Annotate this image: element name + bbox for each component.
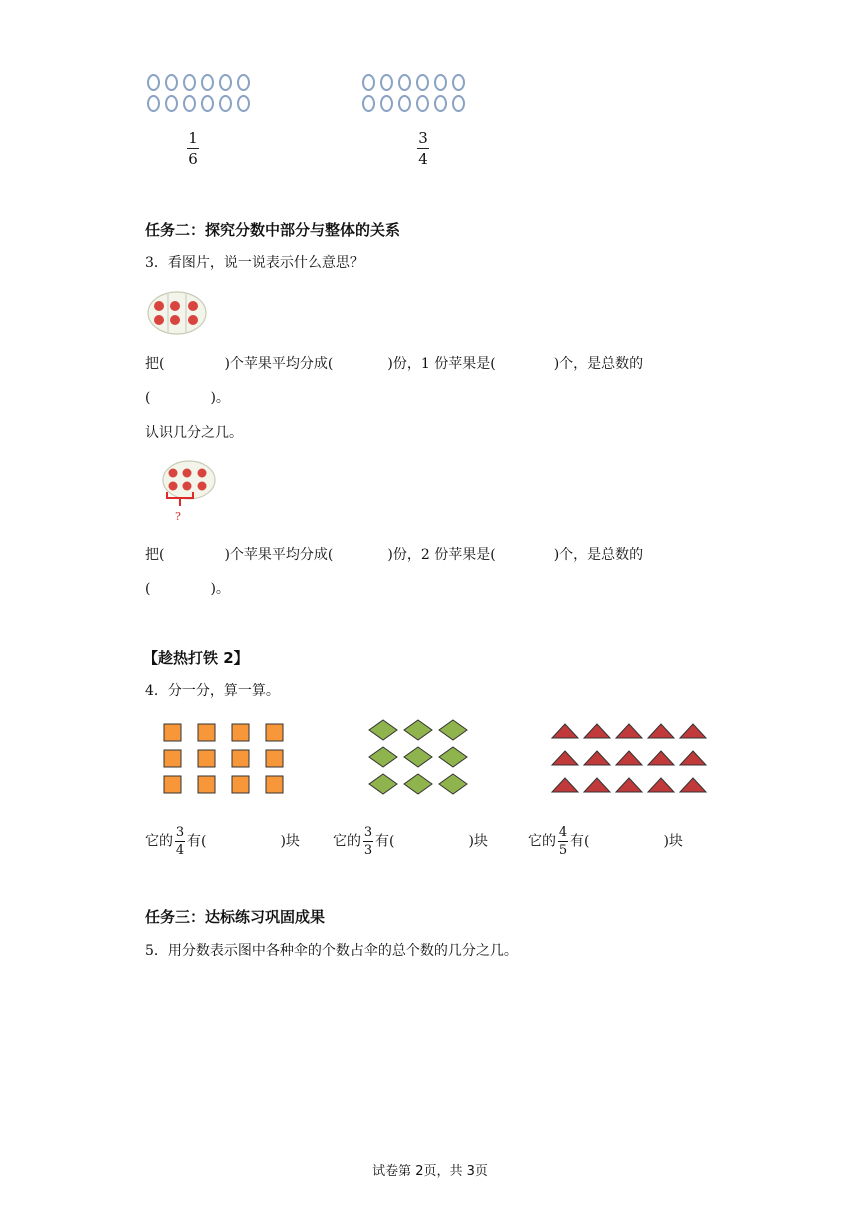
oval xyxy=(183,74,196,91)
oval xyxy=(434,95,447,112)
q3-prompt: 3．看图片，说一说表示什么意思？ xyxy=(145,255,364,271)
fraction-numerator: 4 xyxy=(558,825,568,840)
q3-line1b xyxy=(145,388,230,408)
oval xyxy=(147,95,160,112)
oval xyxy=(416,74,429,91)
square-shape xyxy=(198,750,215,767)
q4-prompt: 4．分一分，算一算。 xyxy=(145,683,280,699)
triangle-shape xyxy=(552,724,578,738)
triangles-figure xyxy=(548,718,714,798)
task2-heading: 任务二：探究分数中部分与整体的关系 xyxy=(145,221,401,239)
fraction-denominator: 4 xyxy=(175,843,185,858)
oval xyxy=(416,95,429,112)
oval xyxy=(219,74,232,91)
task3-heading: 任务三：达标练习巩固成果 xyxy=(145,908,326,926)
text: 有( xyxy=(187,833,207,850)
diamond-shape xyxy=(369,747,397,767)
fraction-numerator: 3 xyxy=(175,825,185,840)
fraction xyxy=(363,826,373,857)
oval xyxy=(147,74,160,91)
fraction-numerator: 3 xyxy=(363,825,373,840)
oval xyxy=(380,74,393,91)
oval xyxy=(237,74,250,91)
text: 它的 xyxy=(528,833,556,850)
q4-item-2 xyxy=(333,826,488,857)
triangle-shape xyxy=(648,778,674,792)
text: )块 xyxy=(468,833,488,850)
square-shape xyxy=(198,776,215,793)
fraction-numerator: 3 xyxy=(418,129,428,147)
page-footer: 试卷第 2页，共 3页 xyxy=(372,1164,488,1179)
text: )块 xyxy=(663,833,683,850)
text: )个，是总数的 xyxy=(553,356,644,372)
diamond-shape xyxy=(439,774,467,794)
practice-heading: 【趁热打铁 2】 xyxy=(143,649,249,667)
triangle-shape xyxy=(616,751,642,765)
text: )。 xyxy=(210,390,230,406)
oval-group-left xyxy=(147,74,255,112)
fraction-denominator: 3 xyxy=(363,843,373,858)
diamond-shape xyxy=(404,774,432,794)
square-shape xyxy=(198,724,215,741)
diamonds-figure xyxy=(366,717,474,797)
text: 有( xyxy=(375,833,395,850)
fraction-denominator: 5 xyxy=(558,843,568,858)
text: 它的 xyxy=(145,833,173,850)
oval xyxy=(434,74,447,91)
fraction-denominator: 6 xyxy=(188,150,198,168)
text: ( xyxy=(145,581,151,597)
question-mark: ? xyxy=(175,510,181,523)
oval xyxy=(398,95,411,112)
sub-heading: 认识几分之几。 xyxy=(145,425,243,441)
triangle-shape xyxy=(680,724,706,738)
oval xyxy=(362,74,375,91)
squares-figure xyxy=(160,720,290,800)
triangle-shape xyxy=(616,778,642,792)
square-shape xyxy=(232,776,249,793)
triangle-shape xyxy=(584,778,610,792)
text: )个，是总数的 xyxy=(553,547,644,563)
apple-bracket-figure xyxy=(160,458,218,530)
fraction xyxy=(175,826,185,857)
triangle-shape xyxy=(584,724,610,738)
oval-group-right xyxy=(362,74,470,112)
oval xyxy=(183,95,196,112)
text: )份，1 份苹果是( xyxy=(387,356,496,372)
oval xyxy=(165,74,178,91)
oval xyxy=(452,74,465,91)
square-shape xyxy=(164,776,181,793)
triangle-shape xyxy=(552,778,578,792)
text: )份，2 份苹果是( xyxy=(387,547,496,563)
oval xyxy=(380,95,393,112)
fraction-denominator: 4 xyxy=(418,150,428,168)
text: )个苹果平均分成( xyxy=(224,547,334,563)
square-shape xyxy=(266,724,283,741)
oval xyxy=(165,95,178,112)
q5-prompt: 5．用分数表示图中各种伞的个数占伞的总个数的几分之几。 xyxy=(145,943,518,959)
q4-item-3 xyxy=(528,826,683,857)
triangle-shape xyxy=(584,751,610,765)
diamond-shape xyxy=(404,747,432,767)
fraction-numerator: 1 xyxy=(188,129,198,147)
square-shape xyxy=(266,776,283,793)
triangle-shape xyxy=(648,751,674,765)
diamond-shape xyxy=(439,747,467,767)
oval xyxy=(237,95,250,112)
diamond-shape xyxy=(369,774,397,794)
diamond-shape xyxy=(439,720,467,740)
text: 把( xyxy=(145,356,165,372)
oval xyxy=(201,74,214,91)
triangle-shape xyxy=(616,724,642,738)
oval xyxy=(201,95,214,112)
text: )。 xyxy=(210,581,230,597)
apple-plate-figure xyxy=(146,290,208,336)
square-shape xyxy=(266,750,283,767)
text: 它的 xyxy=(333,833,361,850)
square-shape xyxy=(164,750,181,767)
square-shape xyxy=(232,724,249,741)
oval xyxy=(452,95,465,112)
fraction-left xyxy=(187,130,199,167)
oval xyxy=(219,95,232,112)
triangle-shape xyxy=(648,724,674,738)
q3-line2 xyxy=(145,545,643,565)
diamond-shape xyxy=(404,720,432,740)
text: )块 xyxy=(280,833,300,850)
text: )个苹果平均分成( xyxy=(224,356,334,372)
square-shape xyxy=(164,724,181,741)
triangle-shape xyxy=(680,751,706,765)
triangle-shape xyxy=(552,751,578,765)
q4-item-1 xyxy=(145,826,300,857)
oval xyxy=(362,95,375,112)
fraction-right xyxy=(417,130,429,167)
fraction xyxy=(558,826,568,857)
text: 有( xyxy=(570,833,590,850)
q3-line2b xyxy=(145,579,230,599)
text: ( xyxy=(145,390,151,406)
square-shape xyxy=(232,750,249,767)
oval xyxy=(398,74,411,91)
text: 把( xyxy=(145,547,165,563)
triangle-shape xyxy=(680,778,706,792)
q3-line1 xyxy=(145,354,643,374)
diamond-shape xyxy=(369,720,397,740)
